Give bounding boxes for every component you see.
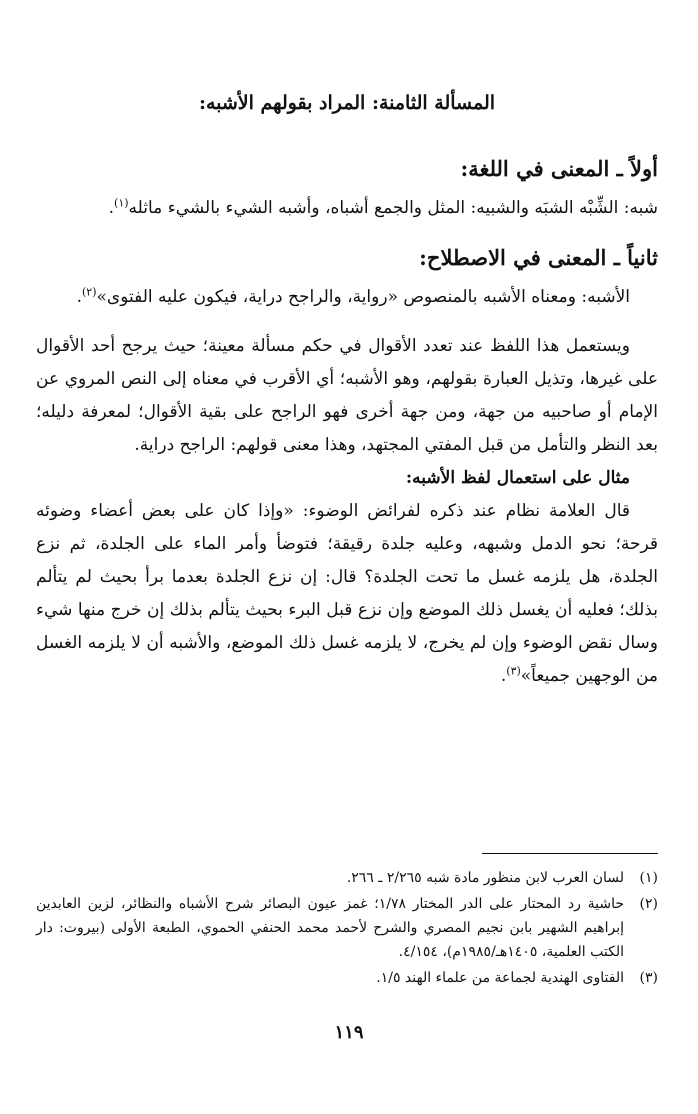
footnote-number: (٢) bbox=[639, 896, 658, 912]
paragraph-text: قال العلامة نظام عند ذكره لفرائض الوضوء: «وإذا كان على بعض أعضاء وضوئه قرحة؛ نحو الدمل وشبهه، وعليه جلدة رقيقة؛ فتوضأ وأمر الماء على الجلدة، ثم نزع الجلدة، هل يلزمه غسل ما تحت الجلدة؟ قال: إن نزع الجلدة بعدما برأ بحيث لم يتألم بذلك؛ فعليه أن يغسل ذلك الموضع وإن نزع قبل البرء بحيث يتألم بذلك إن خرج منها شيء وسال نقض الوضوء وإن لم يخرج، لا يلزمه غسل ذلك الموضع، والأشبه أن لا يلزمه الغسل من الوجهين جميعاً» bbox=[36, 501, 658, 686]
punctuation: . bbox=[500, 666, 507, 686]
footnote-text: الفتاوى الهندية لجماعة من علماء الهند ١/٥. bbox=[376, 970, 624, 986]
page-title: المسألة الثامنة: المراد بقولهم الأشبه: bbox=[198, 92, 496, 114]
example-heading: مثال على استعمال لفظ الأشبه: bbox=[405, 468, 630, 488]
section-heading-terminology: ثانياً ـ المعنى في الاصطلاح: bbox=[419, 245, 658, 270]
footnote-ref-2[interactable]: (٢) bbox=[81, 285, 97, 299]
paragraph-text: شبه: الشِّبْه الشبَه والشبيه: المثل والجمع أشباه، وأشبه الشيء بالشيء ماثله bbox=[128, 198, 658, 218]
footnote-number: (٣) bbox=[639, 970, 658, 986]
page-number: ١١٩ bbox=[334, 1022, 364, 1043]
punctuation: . bbox=[108, 198, 115, 218]
footnote-item bbox=[36, 892, 658, 964]
footnote-ref-1[interactable]: (١) bbox=[114, 196, 129, 210]
section-heading-language: أولاً ـ المعنى في اللغة: bbox=[460, 156, 658, 181]
footnote-ref-3[interactable]: (٣) bbox=[506, 664, 521, 678]
footnote-item bbox=[36, 966, 658, 990]
paragraph-definition bbox=[36, 281, 658, 314]
paragraph-text: الأشبه: ومعناه الأشبه بالمنصوص «رواية، والراجح دراية، فيكون عليه الفتوى» bbox=[96, 287, 630, 307]
footnote-text: حاشية رد المحتار على الدر المختار ١/٧٨؛ غمز عيون البصائر شرح الأشباه والنظائر، لزين العابدين إبراهيم الشهير بابن نجيم المصري والشرح لأحمد محمد الحنفي الحموي، الطبعة الأولى (بيروت: دار الكتب العلمية، ١٤٠٥هـ/١٩٨٥م)، ٤/١٥٤. bbox=[36, 896, 624, 960]
page-body bbox=[36, 88, 658, 693]
footnote-text: لسان العرب لابن منظور مادة شبه ٢/٢٦٥ ـ ٢٦٦. bbox=[346, 870, 624, 886]
footnote-divider bbox=[482, 853, 658, 854]
footnote-item bbox=[36, 866, 658, 890]
paragraph-language-meaning bbox=[36, 192, 658, 225]
paragraph-example-quote bbox=[36, 495, 658, 693]
paragraph-usage: ويستعمل هذا اللفظ عند تعدد الأقوال في حكم مسألة معينة؛ حيث يرجح أحد الأقوال على غيرها، وتذيل العبارة بقولهم، وهو الأشبه؛ أي الأقرب في معناه إلى النص المروي عن الإمام أو صاحبيه من جهة، ومن جهة أخرى فهو الراجح على بقية الأقوال؛ لمعرفة دليله؛ بعد النظر والتأمل من قبل المفتي المجتهد، وهذا معنى قولهم: الراجح دراية. bbox=[36, 336, 658, 455]
footnote-number: (١) bbox=[639, 870, 658, 886]
punctuation: . bbox=[76, 287, 82, 307]
footnotes bbox=[36, 866, 658, 992]
